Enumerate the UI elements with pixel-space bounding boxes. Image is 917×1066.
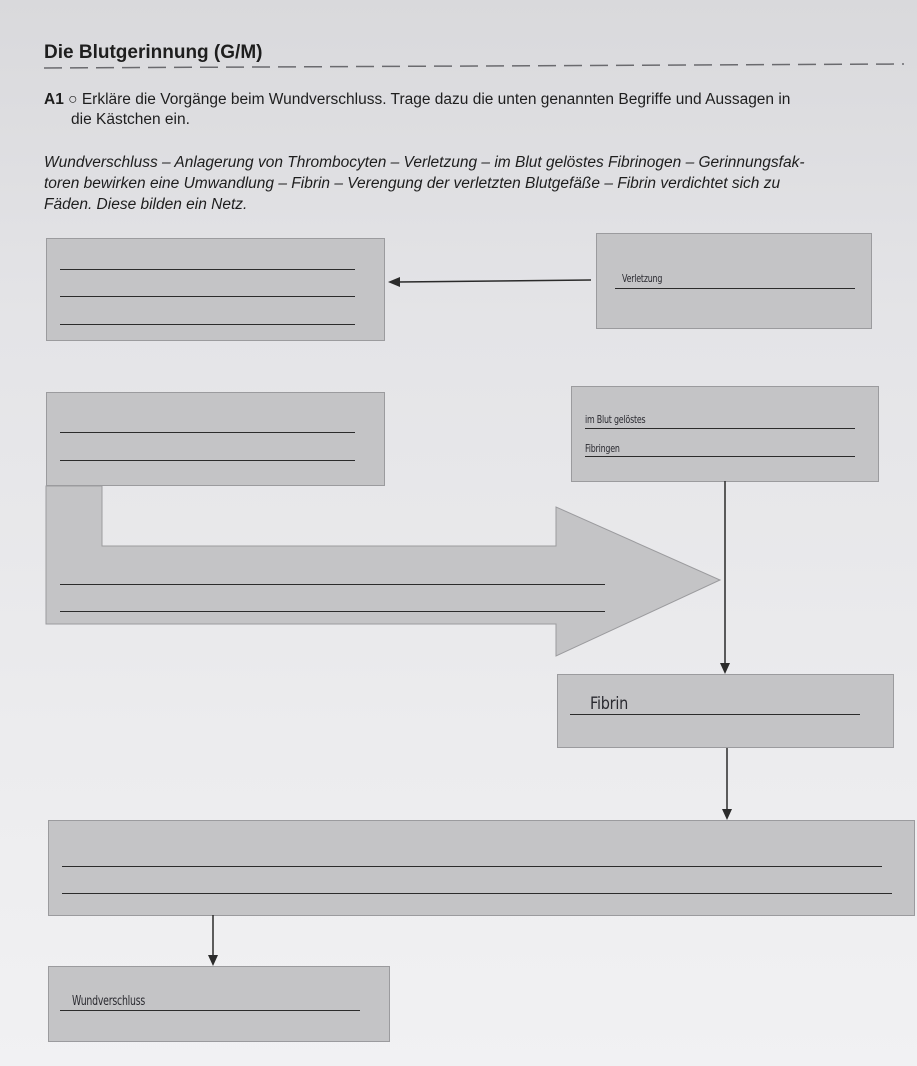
task-marker: ○ [68, 91, 78, 108]
write-line [585, 456, 855, 457]
terms-line-1: Wundverschluss – Anlagerung von Thrombocyten – Verletzung – im Blut gelöstes Fibrinogen – Gerinnungsfak- [44, 154, 805, 171]
write-line [62, 866, 882, 867]
arrowhead-down-icon [720, 663, 730, 674]
write-line [60, 1010, 360, 1011]
answer-wundverschluss[interactable]: Wundverschluss [72, 994, 146, 1009]
answer-fibrinogen-line-1[interactable]: im Blut gelöstes [585, 413, 646, 426]
write-line [570, 714, 860, 715]
arrowhead-down-icon [722, 809, 732, 820]
write-line [60, 432, 355, 433]
task-number: A1 [44, 91, 64, 108]
write-line [60, 460, 355, 461]
write-line [62, 893, 892, 894]
worksheet-title: Die Blutgerinnung (G/M) [44, 42, 263, 63]
answer-fibrinogen-line-2[interactable]: Fibringen [585, 442, 620, 455]
write-line [60, 296, 355, 297]
big-u-arrow[interactable] [46, 486, 720, 656]
answer-verletzung[interactable]: Verletzung [622, 272, 663, 285]
answer-fibrin[interactable]: Fibrin [590, 694, 629, 714]
write-line [60, 269, 355, 270]
write-line [60, 584, 605, 585]
write-line [615, 288, 855, 289]
connector-verletzung-to-box1 [398, 280, 591, 282]
write-line [585, 428, 855, 429]
terms-line-2: toren bewirken eine Umwandlung – Fibrin – Verengung der verletzten Blutgefäße – Fibrin verdichtet sich zu [44, 175, 781, 192]
arrowhead-left-icon [388, 277, 400, 287]
task-line-2: die Kästchen ein. [71, 111, 190, 128]
write-line [60, 611, 605, 612]
arrowhead-down-icon [208, 955, 218, 966]
task-line-1: Erkläre die Vorgänge beim Wundverschluss. Trage dazu die unten genannten Begriffe und Aussagen in [81, 91, 791, 108]
terms-line-3: Fäden. Diese bilden ein Netz. [44, 196, 248, 213]
write-line [60, 324, 355, 325]
